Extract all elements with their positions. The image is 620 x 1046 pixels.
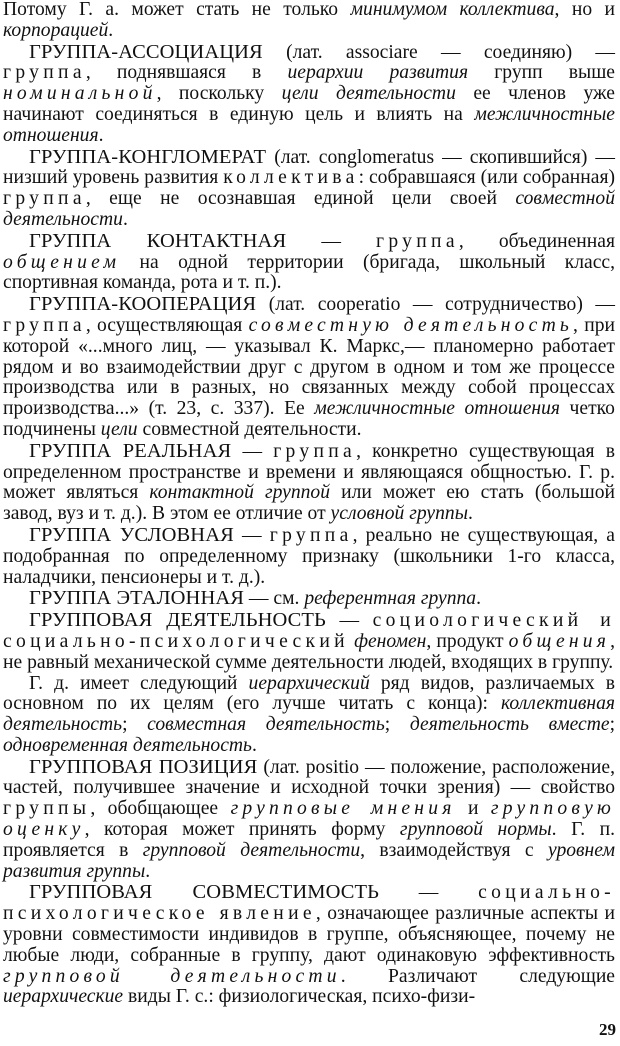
text-run: (лат. associare — соединяю) —: [262, 41, 615, 63]
dictionary-entry: [3, 882, 615, 1008]
entry-headword: ГРУППОВАЯ СОВМЕСТИМОСТЬ: [29, 881, 379, 904]
text-run: ;: [122, 714, 148, 736]
text-run: —: [286, 230, 376, 252]
text-run: , поскольку: [156, 83, 282, 105]
text-run: , поднявшаяся в: [85, 62, 288, 84]
text-run: на одной территории (бригада, школьный класс, спортивная команда, рота и т. п.).: [3, 251, 615, 294]
text-run: .: [467, 503, 473, 525]
italic-spaced-emphasis: общением: [3, 251, 121, 273]
text-run: групп выше: [468, 62, 615, 84]
text-run: .: [98, 124, 104, 146]
dictionary-entry: [3, 757, 615, 883]
dictionary-entry: [3, 588, 615, 610]
spaced-emphasis: социально-психологическое явление: [3, 882, 616, 925]
text-run: , но и: [554, 0, 615, 20]
spaced-emphasis: социологический и социально-психологический: [3, 610, 616, 652]
italic-term: феномен: [354, 630, 427, 652]
dictionary-entry: [3, 42, 615, 147]
text-run: или может ею стать (большой завод, вуз и т. д.). В этом ее отличие от: [3, 482, 615, 525]
spaced-emphasis: группа: [273, 440, 357, 462]
text-run: , конкретно существующая в определенном пространстве и времени и являющаяся общностью. Г. р. может являться: [3, 440, 615, 504]
italic-term: групповой деятельности: [142, 839, 361, 861]
dictionary-entry: [3, 441, 615, 525]
text-run: .: [145, 860, 151, 882]
text-run: , объединенная: [458, 230, 615, 252]
text-run: (лат. cooperatio — сотрудничество) —: [256, 294, 615, 316]
text-run: . Г. п. проявляется в: [3, 819, 616, 861]
italic-term: цели деятельности: [281, 83, 456, 105]
italic-term: контактной группой: [149, 482, 331, 504]
italic-term: коллективная деятельность: [3, 693, 615, 736]
italic-spaced-emphasis: групповой деятельности: [3, 965, 341, 987]
text-run: , взаимодействуя с: [360, 839, 549, 861]
italic-term: иерархические: [3, 986, 124, 1008]
page-number: 29: [599, 1020, 616, 1039]
italic-term: корпорацией: [3, 19, 109, 41]
spaced-emphasis: группа: [269, 524, 353, 546]
text-run: , которая может принять форму: [84, 819, 400, 841]
entry-headword: ГРУППА-КООПЕРАЦИЯ: [29, 293, 257, 316]
italic-term: групповой нормы: [399, 819, 552, 841]
text-run: — см.: [244, 588, 305, 610]
italic-term: минимумом коллектива: [350, 0, 555, 20]
italic-term: совместная деятельность: [147, 714, 385, 736]
text-run: ряд видов, различаемых в основном по их целям (его лучше читать с конца):: [3, 672, 615, 715]
text-run: : собравшаяся (или собранная): [358, 167, 615, 189]
dictionary-text-column: [3, 0, 615, 1008]
text-run: —: [231, 440, 274, 462]
dictionary-entry: [3, 674, 615, 757]
text-run: четко подчинены: [3, 398, 615, 440]
text-run: .: [108, 19, 114, 41]
dictionary-entry: [3, 294, 615, 441]
dictionary-entry: [3, 525, 615, 588]
italic-spaced-emphasis: групповые мнения: [230, 798, 456, 820]
spaced-emphasis: группа: [3, 62, 86, 84]
dictionary-entry: [3, 147, 615, 231]
text-run: (лат. conglomeratus — скопившийся) — низший уровень развития: [3, 146, 615, 189]
text-run: , означающее различные аспекты и уровни совместимости индивидов в группе, объясняющее, почему не любые люди, собранные в группу, дают одинаковую эффективность: [3, 903, 615, 966]
text-run: виды Г. с.: физиологическая, психо-физи-: [123, 986, 476, 1008]
italic-term: референтная группа: [304, 588, 477, 610]
entry-headword: ГРУППА УСЛОВНАЯ: [29, 523, 234, 546]
text-run: ;: [384, 714, 410, 736]
spaced-emphasis: группа: [3, 314, 86, 336]
text-run: и: [455, 798, 491, 820]
text-run: , не равный механической сумме деятельности людей, входящих в группу.: [3, 630, 615, 673]
text-run: .: [476, 588, 482, 610]
spaced-emphasis: коллектива: [223, 167, 359, 189]
italic-term: межличностные отношения: [314, 398, 561, 420]
text-run: ;: [609, 714, 616, 736]
spaced-emphasis: группы: [3, 798, 91, 820]
dictionary-entry: [3, 610, 615, 673]
spaced-emphasis: группа: [376, 230, 459, 252]
italic-term: межличностные отношения: [3, 103, 615, 146]
italic-term: иерархии развития: [287, 62, 469, 84]
italic-term: условной группы: [330, 503, 468, 525]
spaced-emphasis: группа: [3, 188, 86, 210]
italic-term: одновременная деятельность: [3, 734, 252, 756]
dictionary-entry: [3, 0, 615, 42]
text-run: (лат. positio — положение, расположение, частей, получившее значение и исходной точки зрения) — свойство: [3, 756, 615, 799]
italic-spaced-emphasis: групповую оценку: [3, 798, 615, 841]
text-run: ее членов уже начинают соединяться в единую цель и влиять на: [3, 83, 615, 125]
text-run: .: [122, 208, 128, 230]
entry-headword: ГРУППА ЭТАЛОННАЯ: [29, 587, 245, 610]
entry-headword: ГРУППОВАЯ ДЕЯТЕЛЬНОСТЬ: [29, 609, 326, 632]
text-run: . Различают следующие: [340, 965, 615, 987]
entry-headword: ГРУППА КОНТАКТНАЯ: [29, 229, 287, 252]
italic-term: деятельность вместе: [409, 714, 610, 736]
text-run: —: [379, 882, 479, 904]
text-run: —: [325, 610, 373, 632]
entry-headword: ГРУППА-КОНГЛОМЕРАТ: [29, 145, 267, 168]
italic-spaced-emphasis: общения: [508, 630, 611, 652]
italic-term: уровнем развития группы: [3, 839, 615, 882]
entry-headword: ГРУППА-АССОЦИАЦИЯ: [29, 40, 263, 63]
italic-term: совместной деятельности: [3, 188, 615, 230]
text-run: , обобщающее: [90, 798, 231, 820]
italic-spaced-emphasis: номинальной: [3, 83, 157, 105]
text-run: совместной деятельности.: [137, 418, 362, 440]
dictionary-entry: [3, 231, 615, 294]
text-run: , осуществляющая: [85, 314, 249, 336]
text-run: , при которой «...много лиц, — указывал К. Маркс,— планомерно работает рядом и во взаимодействии друг с другом в одном и том же процессе производства или в разных, но связанных между собой процессах производства...» (т. 23, с. 337). Ее: [3, 314, 615, 420]
italic-spaced-emphasis: совместную деятельность: [248, 314, 574, 336]
italic-term: иерархический: [248, 672, 370, 694]
text-run: , продукт: [426, 630, 509, 652]
text-run: —: [233, 524, 270, 546]
entry-headword: ГРУППА РЕАЛЬНАЯ: [29, 439, 232, 462]
text-run: Г. д. имеет следующий: [29, 672, 249, 694]
text-run: Потому Г. а. может стать не только: [3, 0, 351, 20]
italic-term: цели: [100, 418, 138, 440]
text-run: , реально не существующая, а подобранная по определенному признаку (школьники 1-го класса, наладчики, пенсионеры и т. д.).: [3, 524, 615, 588]
text-run: , еще не осознавшая единой цели своей: [85, 188, 516, 210]
text-run: .: [251, 734, 257, 756]
entry-headword: ГРУППОВАЯ ПОЗИЦИЯ: [29, 755, 258, 778]
